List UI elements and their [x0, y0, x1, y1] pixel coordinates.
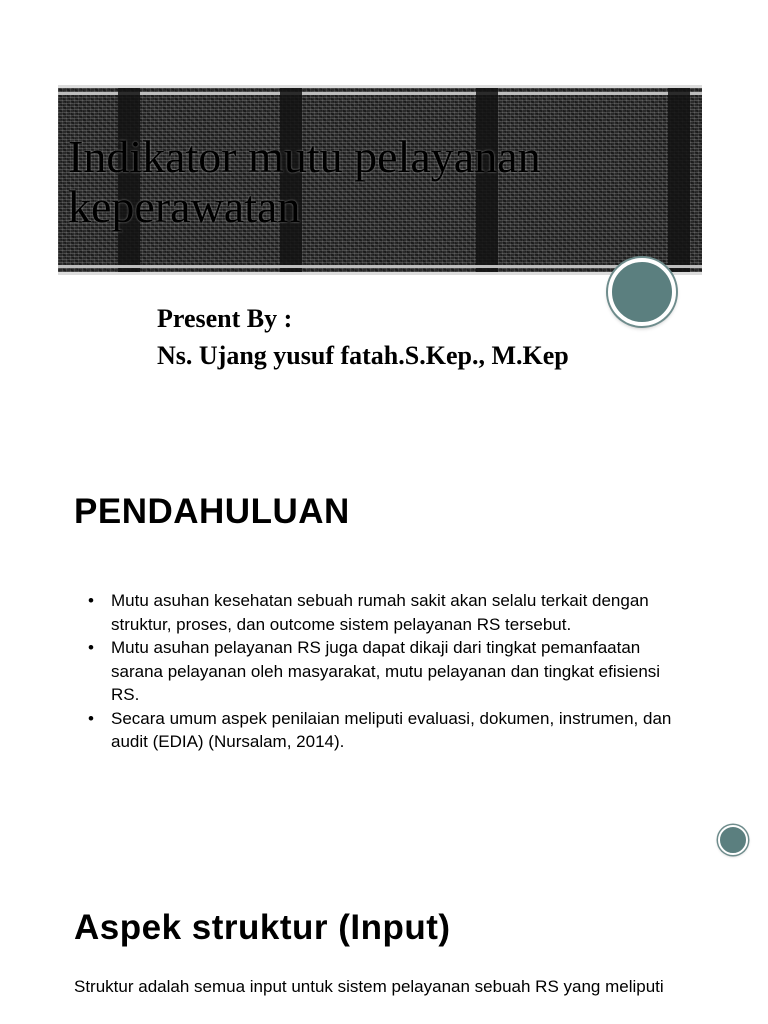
slide-title: Indikator mutu pelayanan keperawatan — [68, 131, 541, 232]
decorative-circle-small — [718, 825, 748, 855]
pendahuluan-heading: PENDAHULUAN — [74, 492, 350, 531]
title-banner — [58, 85, 702, 275]
aspek-struktur-text: Struktur adalah semua input untuk sistem pelayanan sebuah RS yang meliputi — [74, 977, 664, 996]
pendahuluan-bullet-list — [88, 589, 678, 754]
bullet-item — [88, 589, 678, 636]
banner-rule-bottom — [58, 265, 702, 268]
presenter-label: Present By : — [157, 304, 293, 333]
presenter-block — [157, 302, 587, 376]
bullet-dot: • — [88, 708, 94, 728]
decorative-circle-large — [608, 258, 676, 326]
bullet-text: Mutu asuhan kesehatan sebuah rumah sakit akan selalu terkait dengan struktur, proses, dan outcome sistem pelayanan RS tersebut. — [111, 591, 649, 634]
banner-rule-top — [58, 92, 702, 95]
bullet-text: Secara umum aspek penilaian meliputi evaluasi, dokumen, instrumen, dan audit (EDIA) (Nursalam, 2014). — [111, 708, 672, 751]
aspek-struktur-heading: Aspek struktur (Input) — [74, 908, 451, 947]
bullet-text: Mutu asuhan pelayanan RS juga dapat dikaji dari tingkat pemanfaatan sarana pelayanan oleh masyarakat, mutu pelayanan dan tingkat efisiensi RS. — [111, 638, 661, 704]
bullet-dot: • — [88, 591, 94, 610]
bullet-item — [88, 636, 678, 707]
bullet-dot: • — [88, 638, 94, 657]
bullet-item — [88, 707, 678, 754]
presenter-name: Ns. Ujang yusuf fatah.S.Kep., M.Kep — [157, 341, 569, 370]
